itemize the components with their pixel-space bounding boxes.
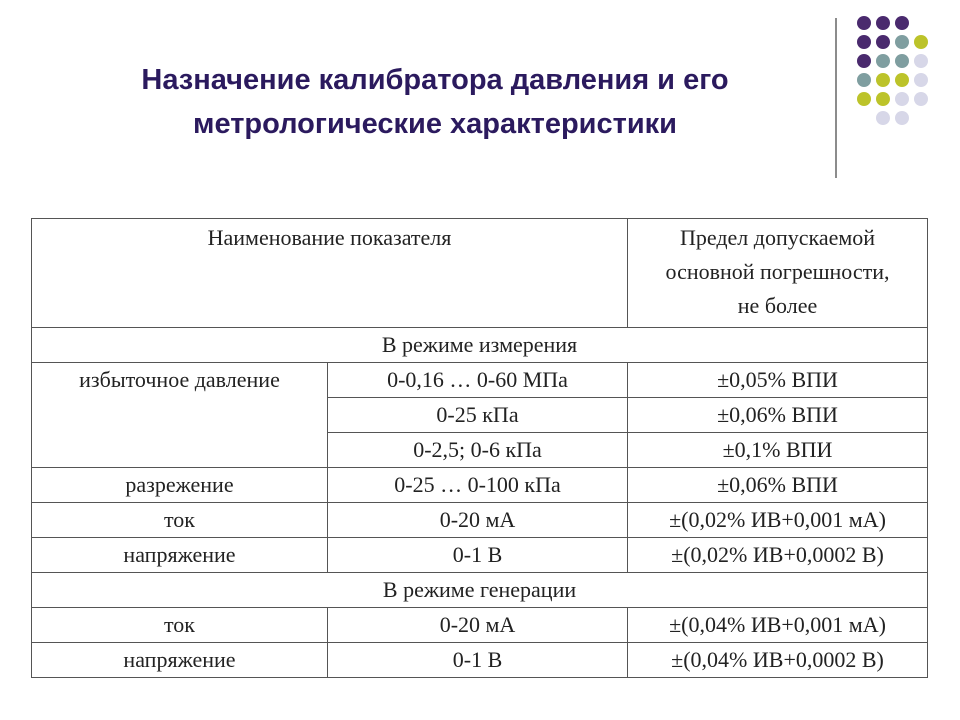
decorative-dot [895,92,909,106]
decorative-dot [857,35,871,49]
error-cell: ±(0,04% ИВ+0,001 мА) [628,608,928,643]
decorative-dot [857,92,871,106]
slide-title-line-1: Назначение калибратора давления и его [141,64,729,96]
range-cell: 0-25 … 0-100 кПа [328,468,628,503]
error-cell: ±0,06% ВПИ [628,468,928,503]
header-error-line-1: Предел допускаемой [679,225,876,250]
decorative-dot [876,92,890,106]
decorative-divider [835,18,837,178]
decorative-dot [876,73,890,87]
header-parameter-name: Наименование показателя [32,219,628,328]
decorative-dot [857,73,871,87]
decorative-dot [876,35,890,49]
header-error-line-2: основной погрешности, [665,259,890,284]
decorative-dot [876,111,890,125]
error-cell: ±0,1% ВПИ [628,433,928,468]
header-error-line-3: не более [737,293,818,318]
range-cell: 0-1 В [328,538,628,573]
error-cell: ±0,06% ВПИ [628,398,928,433]
table-row [32,538,928,573]
decorative-dot [895,16,909,30]
header-error-limit [628,219,928,328]
param-current: ток [32,608,328,643]
param-vacuum: разрежение [32,468,328,503]
section-row-measurement [32,328,928,363]
error-cell: ±0,05% ВПИ [628,363,928,398]
range-cell: 0-2,5; 0-6 кПа [328,433,628,468]
table-row [32,363,928,398]
slide-title-line-2: метрологические характеристики [193,108,677,140]
specifications-table [31,218,928,678]
decorative-dot [914,73,928,87]
range-cell: 0-1 В [328,643,628,678]
param-voltage: напряжение [32,538,328,573]
table-row [32,643,928,678]
table-row [32,503,928,538]
section-generation-mode: В режиме генерации [32,573,928,608]
error-cell: ±(0,02% ИВ+0,0002 В) [628,538,928,573]
decorative-dot [857,16,871,30]
param-current: ток [32,503,328,538]
decorative-dot [895,35,909,49]
decorative-dot [895,54,909,68]
param-voltage: напряжение [32,643,328,678]
decorative-dot [895,111,909,125]
table-row [32,608,928,643]
section-row-generation [32,573,928,608]
decorative-dot [876,16,890,30]
decorative-dot [857,54,871,68]
decorative-dot [914,54,928,68]
error-cell: ±(0,04% ИВ+0,0002 В) [628,643,928,678]
decorative-dot [895,73,909,87]
section-measurement-mode: В режиме измерения [32,328,928,363]
slide-title [40,58,830,146]
decorative-dot [914,92,928,106]
decorative-dot [914,35,928,49]
range-cell: 0-25 кПа [328,398,628,433]
range-cell: 0-20 мА [328,503,628,538]
table-row [32,468,928,503]
range-cell: 0-20 мА [328,608,628,643]
decorative-dot [876,54,890,68]
error-cell: ±(0,02% ИВ+0,001 мА) [628,503,928,538]
param-overpressure: избыточное давление [32,363,328,468]
range-cell: 0-0,16 … 0-60 МПа [328,363,628,398]
table-header-row [32,219,928,328]
